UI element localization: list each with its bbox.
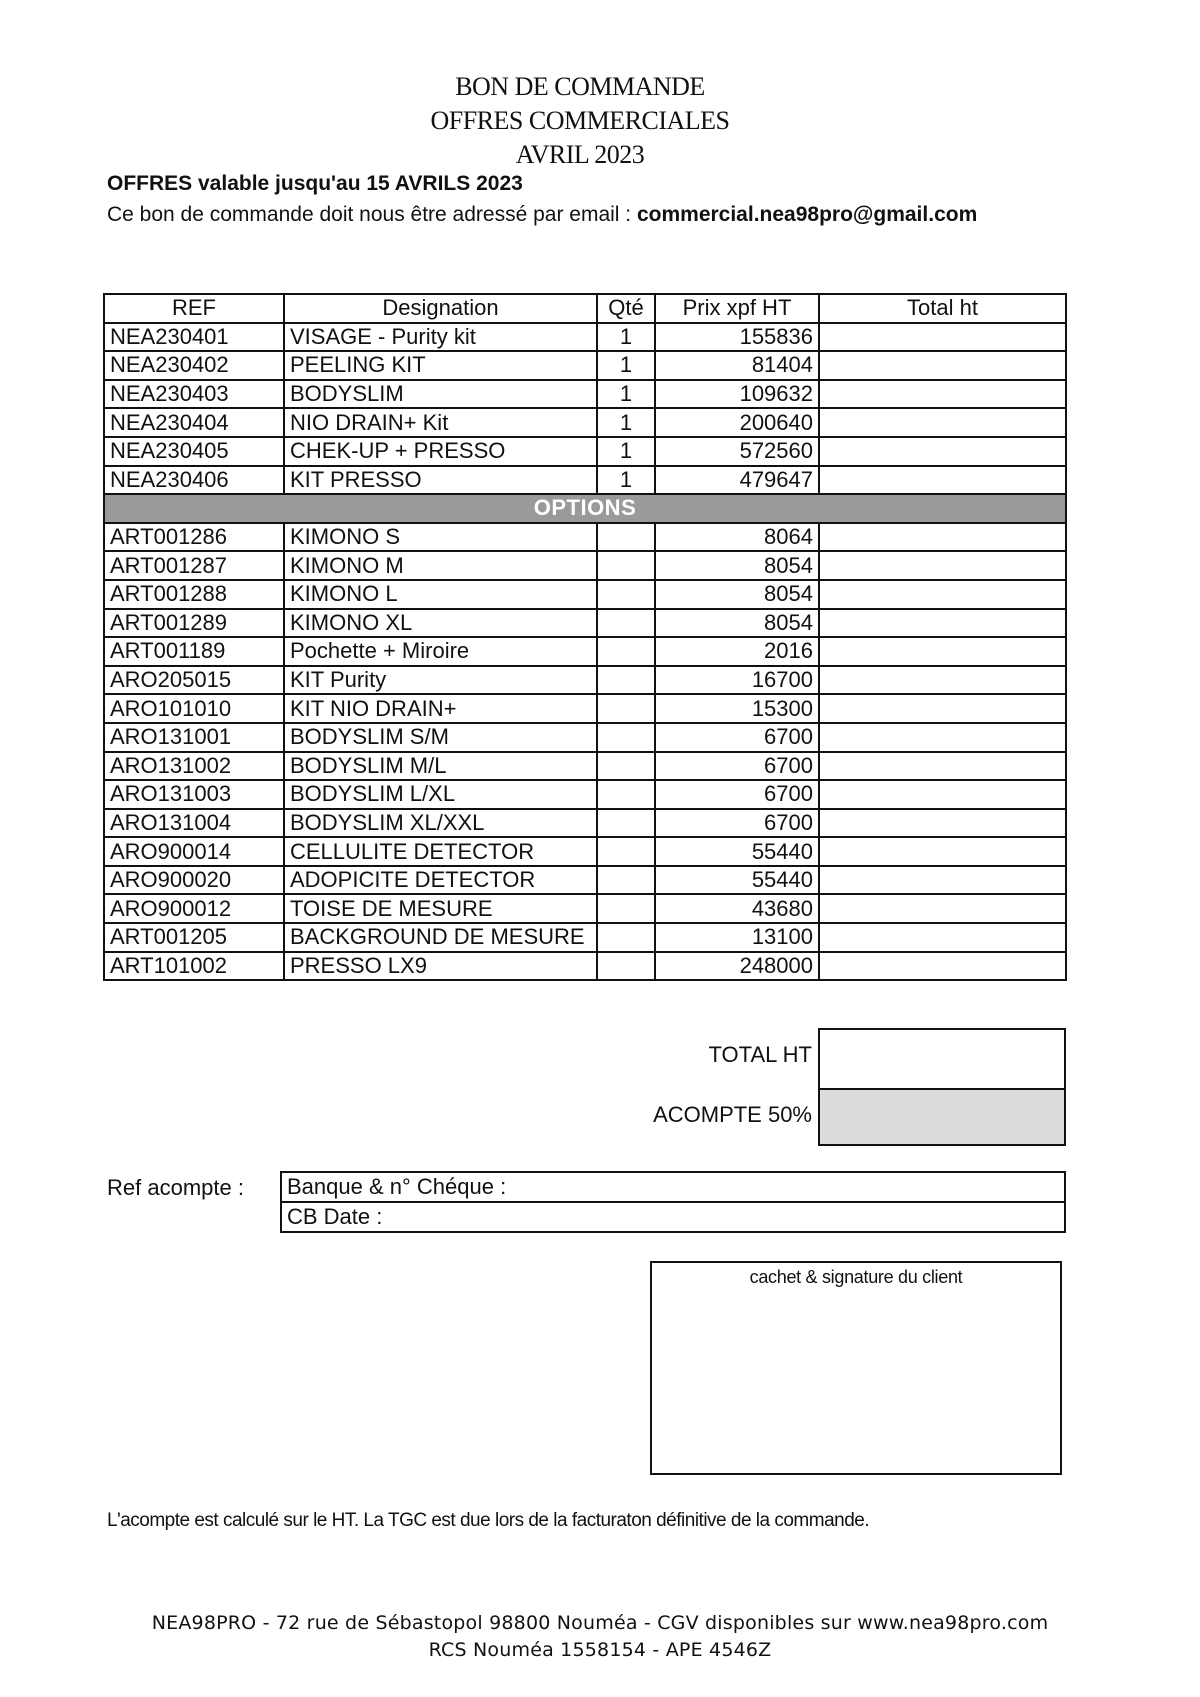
price-cell: 8054 — [655, 580, 819, 609]
table-row — [104, 380, 1066, 409]
ref-cell: NEA230402 — [104, 351, 284, 380]
qty-cell[interactable] — [597, 694, 655, 723]
table-row — [104, 666, 1066, 695]
table-row — [104, 752, 1066, 781]
total-cell[interactable] — [819, 723, 1066, 752]
total-cell[interactable] — [819, 894, 1066, 923]
deposit-label: ACOMPTE 50% — [653, 1102, 812, 1127]
header-ref: REF — [104, 294, 284, 323]
table-row — [104, 837, 1066, 866]
table-row — [104, 866, 1066, 895]
ref-cell: ART101002 — [104, 952, 284, 981]
designation-cell: KIMONO L — [284, 580, 597, 609]
ref-cell: ART001205 — [104, 923, 284, 952]
table-row — [104, 780, 1066, 809]
qty-cell[interactable] — [597, 580, 655, 609]
price-cell: 16700 — [655, 666, 819, 695]
qty-cell[interactable] — [597, 666, 655, 695]
ref-cell: NEA230401 — [104, 323, 284, 352]
designation-cell: KIT NIO DRAIN+ — [284, 694, 597, 723]
designation-cell: CELLULITE DETECTOR — [284, 837, 597, 866]
price-cell: 6700 — [655, 780, 819, 809]
ref-cell: ARO900012 — [104, 894, 284, 923]
price-cell: 479647 — [655, 466, 819, 495]
ref-cell: ARO131003 — [104, 780, 284, 809]
table-row — [104, 923, 1066, 952]
ref-cell: ARO131002 — [104, 752, 284, 781]
ref-cell: NEA230405 — [104, 437, 284, 466]
table-row — [104, 523, 1066, 552]
ref-cell: ART001287 — [104, 551, 284, 580]
total-cell[interactable] — [819, 923, 1066, 952]
price-cell: 109632 — [655, 380, 819, 409]
price-cell: 8054 — [655, 609, 819, 638]
total-cell[interactable] — [819, 551, 1066, 580]
total-ht-field[interactable] — [818, 1028, 1066, 1090]
price-cell: 2016 — [655, 637, 819, 666]
table-row — [104, 609, 1066, 638]
designation-cell: BODYSLIM L/XL — [284, 780, 597, 809]
price-cell: 81404 — [655, 351, 819, 380]
table-row — [104, 408, 1066, 437]
price-cell: 43680 — [655, 894, 819, 923]
table-row — [104, 580, 1066, 609]
qty-cell[interactable]: 1 — [597, 437, 655, 466]
table-row — [104, 809, 1066, 838]
qty-cell[interactable]: 1 — [597, 408, 655, 437]
total-cell[interactable] — [819, 752, 1066, 781]
cb-date-label: CB Date : — [287, 1204, 383, 1229]
deposit-note: L'acompte est calculé sur le HT. La TGC est due lors de la facturaton définitive de la commande. — [107, 1510, 870, 1531]
table-header-row — [104, 294, 1066, 323]
ref-cell: NEA230403 — [104, 380, 284, 409]
designation-cell: TOISE DE MESURE — [284, 894, 597, 923]
designation-cell: CHEK-UP + PRESSO — [284, 437, 597, 466]
total-cell[interactable] — [819, 637, 1066, 666]
table-row — [104, 952, 1066, 981]
total-cell[interactable] — [819, 437, 1066, 466]
table-row — [104, 437, 1066, 466]
ref-cell: ART001288 — [104, 580, 284, 609]
total-cell[interactable] — [819, 666, 1066, 695]
designation-cell: KIT Purity — [284, 666, 597, 695]
total-cell[interactable] — [819, 809, 1066, 838]
designation-cell: KIMONO S — [284, 523, 597, 552]
signature-box[interactable] — [650, 1261, 1062, 1475]
bank-cheque-label: Banque & n° Chéque : — [287, 1174, 507, 1199]
designation-cell: ADOPICITE DETECTOR — [284, 866, 597, 895]
table-row — [104, 551, 1066, 580]
total-cell[interactable] — [819, 609, 1066, 638]
table-row — [104, 323, 1066, 352]
header-price: Prix xpf HT — [655, 294, 819, 323]
price-cell: 6700 — [655, 723, 819, 752]
header-qty: Qté — [597, 294, 655, 323]
total-cell[interactable] — [819, 780, 1066, 809]
designation-cell: BODYSLIM S/M — [284, 723, 597, 752]
options-separator-row — [104, 494, 1066, 523]
price-cell: 6700 — [655, 752, 819, 781]
designation-cell: BODYSLIM XL/XXL — [284, 809, 597, 838]
footer-line-2: RCS Nouméa 1558154 - APE 4546Z — [428, 1639, 772, 1661]
total-cell[interactable] — [819, 323, 1066, 352]
designation-cell: BODYSLIM M/L — [284, 752, 597, 781]
ref-cell: ARO900020 — [104, 866, 284, 895]
total-cell[interactable] — [819, 408, 1066, 437]
total-ht-label: TOTAL HT — [708, 1042, 812, 1067]
designation-cell: NIO DRAIN+ Kit — [284, 408, 597, 437]
price-cell: 55440 — [655, 866, 819, 895]
ref-cell: NEA230404 — [104, 408, 284, 437]
qty-cell[interactable] — [597, 923, 655, 952]
qty-cell[interactable] — [597, 809, 655, 838]
qty-cell[interactable] — [597, 551, 655, 580]
qty-cell[interactable]: 1 — [597, 351, 655, 380]
cb-date-field[interactable] — [282, 1201, 1064, 1231]
title-line-1: BON DE COMMANDE — [455, 72, 705, 101]
payment-box — [280, 1171, 1066, 1233]
total-cell[interactable] — [819, 580, 1066, 609]
total-ht-row — [654, 1028, 1066, 1088]
total-cell[interactable] — [819, 523, 1066, 552]
deposit-ref-label: Ref acompte : — [107, 1175, 244, 1200]
deposit-row — [654, 1088, 1066, 1146]
signature-label: cachet & signature du client — [749, 1267, 963, 1287]
ref-cell: ARO101010 — [104, 694, 284, 723]
ref-cell: ARO205015 — [104, 666, 284, 695]
order-table — [103, 293, 1067, 981]
header-total: Total ht — [819, 294, 1066, 323]
email-instruction — [107, 203, 977, 227]
email-address: commercial.nea98pro@gmail.com — [636, 203, 978, 226]
designation-cell: VISAGE - Purity kit — [284, 323, 597, 352]
qty-cell[interactable]: 1 — [597, 466, 655, 495]
price-cell: 55440 — [655, 837, 819, 866]
ref-cell: ARO900014 — [104, 837, 284, 866]
table-row — [104, 466, 1066, 495]
ref-cell: ARO131004 — [104, 809, 284, 838]
title-line-2: OFFRES COMMERCIALES — [430, 106, 730, 135]
options-body — [104, 523, 1066, 981]
price-cell: 200640 — [655, 408, 819, 437]
table-row — [104, 723, 1066, 752]
total-cell[interactable] — [819, 952, 1066, 981]
header-designation: Designation — [284, 294, 597, 323]
ref-cell: ART001189 — [104, 637, 284, 666]
offers-body — [104, 323, 1066, 495]
price-cell: 155836 — [655, 323, 819, 352]
qty-cell[interactable] — [597, 723, 655, 752]
qty-cell[interactable] — [597, 637, 655, 666]
qty-cell[interactable] — [597, 866, 655, 895]
qty-cell[interactable]: 1 — [597, 323, 655, 352]
price-cell: 8054 — [655, 551, 819, 580]
designation-cell: KIMONO XL — [284, 609, 597, 638]
qty-cell[interactable] — [597, 837, 655, 866]
ref-cell: ARO131001 — [104, 723, 284, 752]
price-cell: 15300 — [655, 694, 819, 723]
email-prefix: Ce bon de commande doit nous être adressé par email : — [107, 203, 637, 226]
designation-cell: BODYSLIM — [284, 380, 597, 409]
qty-cell[interactable] — [597, 523, 655, 552]
table-row — [104, 694, 1066, 723]
qty-cell[interactable] — [597, 780, 655, 809]
price-cell: 248000 — [655, 952, 819, 981]
document-title — [0, 70, 1160, 172]
footer — [0, 1610, 1200, 1664]
price-cell: 8064 — [655, 523, 819, 552]
ref-cell: NEA230406 — [104, 466, 284, 495]
total-cell[interactable] — [819, 694, 1066, 723]
total-cell[interactable] — [819, 866, 1066, 895]
title-line-3: AVRIL 2023 — [515, 140, 645, 169]
price-cell: 13100 — [655, 923, 819, 952]
designation-cell: Pochette + Miroire — [284, 637, 597, 666]
qty-cell[interactable] — [597, 752, 655, 781]
bank-cheque-field[interactable] — [282, 1173, 1064, 1201]
qty-cell[interactable] — [597, 952, 655, 981]
designation-cell: KIT PRESSO — [284, 466, 597, 495]
total-cell[interactable] — [819, 466, 1066, 495]
designation-cell: PEELING KIT — [284, 351, 597, 380]
qty-cell[interactable] — [597, 609, 655, 638]
qty-cell[interactable] — [597, 894, 655, 923]
qty-cell[interactable]: 1 — [597, 380, 655, 409]
deposit-field[interactable] — [818, 1088, 1066, 1146]
designation-cell: BACKGROUND DE MESURE — [284, 923, 597, 952]
table-row — [104, 637, 1066, 666]
options-label: OPTIONS — [104, 494, 1066, 523]
designation-cell: PRESSO LX9 — [284, 952, 597, 981]
footer-line-1: NEA98PRO - 72 rue de Sébastopol 98800 Nouméa - CGV disponibles sur www.nea98pro.com — [151, 1612, 1049, 1634]
total-cell[interactable] — [819, 837, 1066, 866]
ref-cell: ART001289 — [104, 609, 284, 638]
total-cell[interactable] — [819, 351, 1066, 380]
ref-cell: ART001286 — [104, 523, 284, 552]
price-cell: 572560 — [655, 437, 819, 466]
table-row — [104, 894, 1066, 923]
table-row — [104, 351, 1066, 380]
designation-cell: KIMONO M — [284, 551, 597, 580]
price-cell: 6700 — [655, 809, 819, 838]
total-cell[interactable] — [819, 380, 1066, 409]
offer-validity: OFFRES valable jusqu'au 15 AVRILS 2023 — [107, 172, 523, 195]
